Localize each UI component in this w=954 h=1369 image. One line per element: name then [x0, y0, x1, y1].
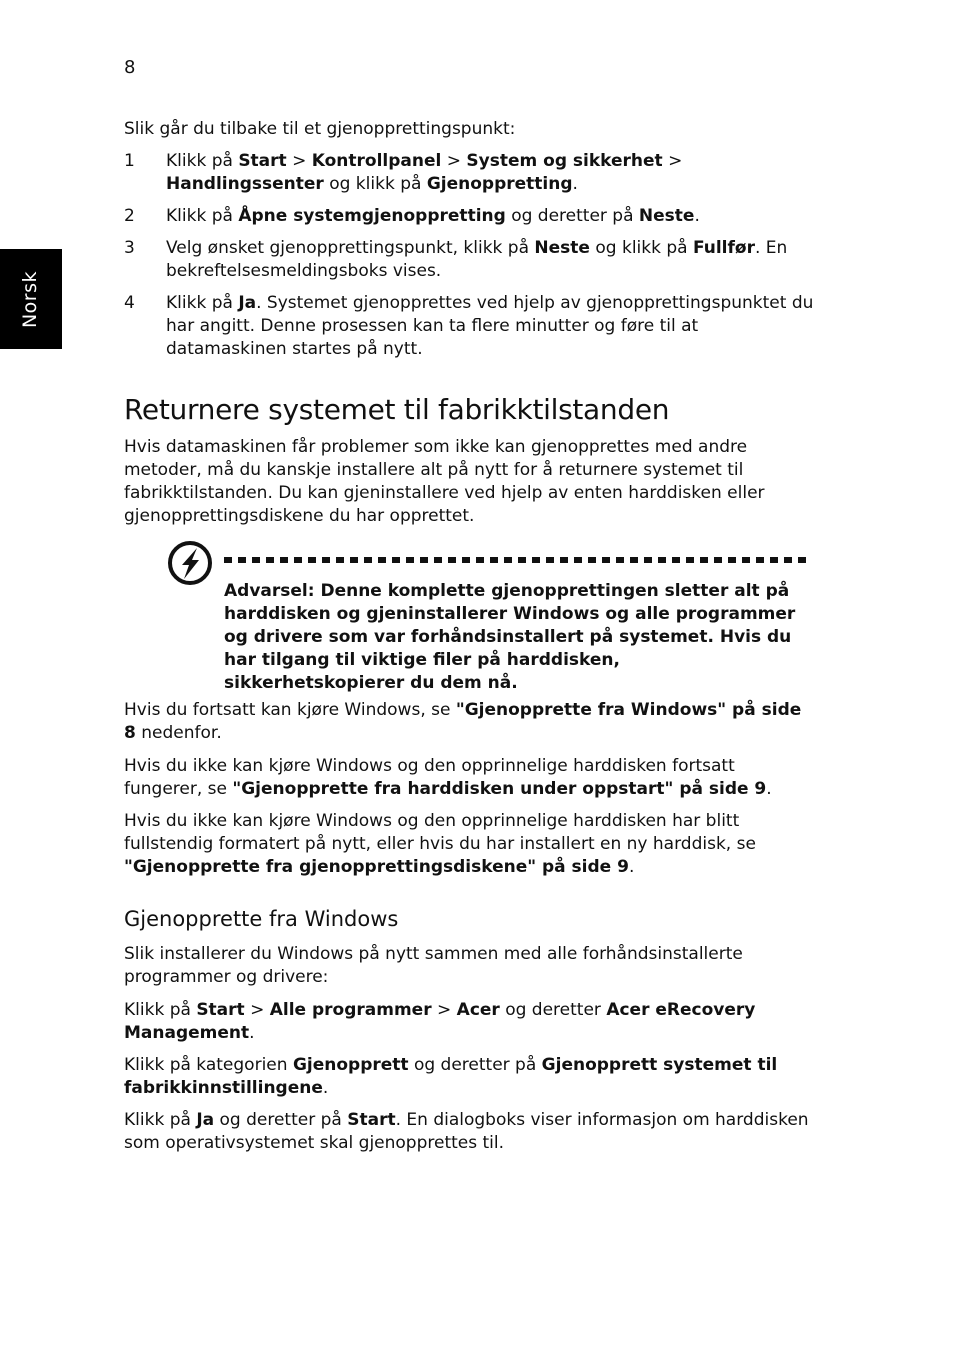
ref-paragraph: [124, 810, 814, 879]
instruction-text: Klikk på: [124, 1110, 197, 1130]
ui-term: Gjenoppretting: [426, 174, 573, 194]
language-tab: [0, 249, 62, 349]
instruction-text: Klikk på: [124, 1000, 197, 1020]
subsection-intro: Slik installerer du Windows på nytt sammen med alle forhåndsinstallerte programmer og drivere:: [124, 944, 743, 987]
ref-paragraph: [124, 755, 814, 801]
cross-reference-link[interactable]: "Gjenopprette fra Windows" på side 8: [124, 700, 802, 743]
ref-text: .: [766, 779, 772, 799]
ref-text: Hvis du ikke kan kjøre Windows og den opprinnelige harddisken har blitt fullstendig formatert på nytt, eller hvis du har installert en ny harddisk, se: [124, 811, 756, 854]
ref-paragraph: [124, 699, 814, 745]
ui-term: Start: [347, 1110, 396, 1130]
ui-term: Fullfør: [692, 238, 755, 258]
step-text: Klikk på: [166, 206, 239, 226]
cross-reference-link[interactable]: "Gjenopprette fra gjenopprettingsdiskene" på side 9: [124, 857, 629, 877]
step-text: . Systemet gjenopprettes ved hjelp av gjenopprettingspunktet du har angitt. Denne prosessen kan ta flere minutter og føre til at datamaskinen startes på nytt.: [166, 293, 814, 359]
step-number: 2: [124, 206, 135, 226]
step-text: og klikk på: [323, 174, 427, 194]
ui-term: System og sikkerhet: [466, 151, 663, 171]
section-paragraph: Hvis datamaskinen får problemer som ikke kan gjenopprettes med andre metoder, må du kanskje installere alt på nytt for å returnere systemet til fabrikktilstanden. Du kan gjeninstallere ved hjelp av enten harddisken eller gjenopprettingsdiskene du har opprettet.: [124, 437, 765, 526]
ui-term: Acer eRecovery Management: [124, 1000, 756, 1043]
instruction-text: og deretter: [499, 1000, 607, 1020]
ui-term: Ja: [238, 293, 257, 313]
step-text: Klikk på: [166, 293, 239, 313]
ref-text: .: [628, 857, 635, 877]
step-item: [124, 292, 814, 361]
warning-text: Advarsel: Denne komplette gjenopprettingen sletter alt på harddisken og gjeninstallerer Windows og alle programmer og drivere som var forhåndsinstallert på systemet. Hvis du har tilgang til viktige filer på harddisken, sikkerhetskopierer du dem nå.: [224, 581, 796, 693]
ui-term: Neste: [638, 206, 695, 226]
ui-term: Neste: [534, 238, 590, 258]
instruction-text: .: [322, 1078, 329, 1098]
step-item: [124, 237, 814, 283]
ref-text: nedenfor.: [135, 723, 222, 743]
ref-text: Hvis du ikke kan kjøre Windows og den opprinnelige harddisken fortsatt fungerer, se: [124, 756, 735, 799]
subsection-heading: Gjenopprette fra Windows: [124, 907, 399, 931]
language-tab-label: Norsk: [19, 270, 42, 328]
instruction-text: . En dialogboks viser informasjon om harddisken som operativsystemet skal gjenopprettes til.: [124, 1110, 809, 1153]
instruction-text: .: [249, 1023, 255, 1043]
ui-term: Gjenopprett systemet til fabrikkinnstillingene: [124, 1055, 778, 1098]
ui-term: Kontrollpanel: [311, 151, 442, 171]
intro-text: Slik går du tilbake til et gjenopprettingspunkt:: [124, 119, 516, 139]
step-text: og deretter på: [505, 206, 639, 226]
step-item: [124, 205, 814, 228]
instruction-text: og deretter på: [214, 1110, 348, 1130]
step-number: 3: [124, 238, 135, 258]
step-number: 1: [124, 151, 135, 171]
ui-term: Handlingssenter: [166, 174, 324, 194]
page-number: 8: [124, 57, 136, 78]
step-text: . En bekreftelsesmeldingsboks vises.: [166, 238, 788, 281]
instruction-paragraph: [124, 1054, 814, 1100]
instruction-text: >: [244, 1000, 270, 1020]
ui-term: Åpne systemgjenoppretting: [238, 206, 506, 226]
ui-term: Alle programmer: [269, 1000, 432, 1020]
ui-term: Gjenopprett: [292, 1055, 409, 1075]
step-item: [124, 150, 814, 196]
warning-divider: [224, 557, 810, 563]
lightning-warning-icon: [166, 539, 214, 587]
step-text: >: [286, 151, 312, 171]
ui-term: Start: [196, 1000, 245, 1020]
instruction-text: og deretter på: [408, 1055, 542, 1075]
cross-reference-link[interactable]: "Gjenopprette fra harddisken under oppstart" på side 9: [232, 779, 767, 799]
step-text: .: [694, 206, 700, 226]
section-heading: Returnere systemet til fabrikktilstanden: [124, 393, 670, 426]
ref-text: Hvis du fortsatt kan kjøre Windows, se: [124, 700, 456, 720]
step-text: Velg ønsket gjenopprettingspunkt, klikk på: [166, 238, 535, 258]
step-text: Klikk på: [166, 151, 239, 171]
step-text: og klikk på: [589, 238, 693, 258]
step-number: 4: [124, 293, 135, 313]
ui-term: Ja: [196, 1110, 215, 1130]
instruction-paragraph: [124, 999, 814, 1045]
step-text: >: [662, 151, 683, 171]
step-text: >: [441, 151, 467, 171]
ui-term: Start: [238, 151, 287, 171]
ui-term: Acer: [456, 1000, 500, 1020]
instruction-text: Klikk på kategorien: [124, 1055, 293, 1075]
step-text: .: [572, 174, 578, 194]
instruction-text: >: [431, 1000, 457, 1020]
instruction-paragraph: [124, 1109, 814, 1155]
steps-list: [124, 150, 814, 361]
